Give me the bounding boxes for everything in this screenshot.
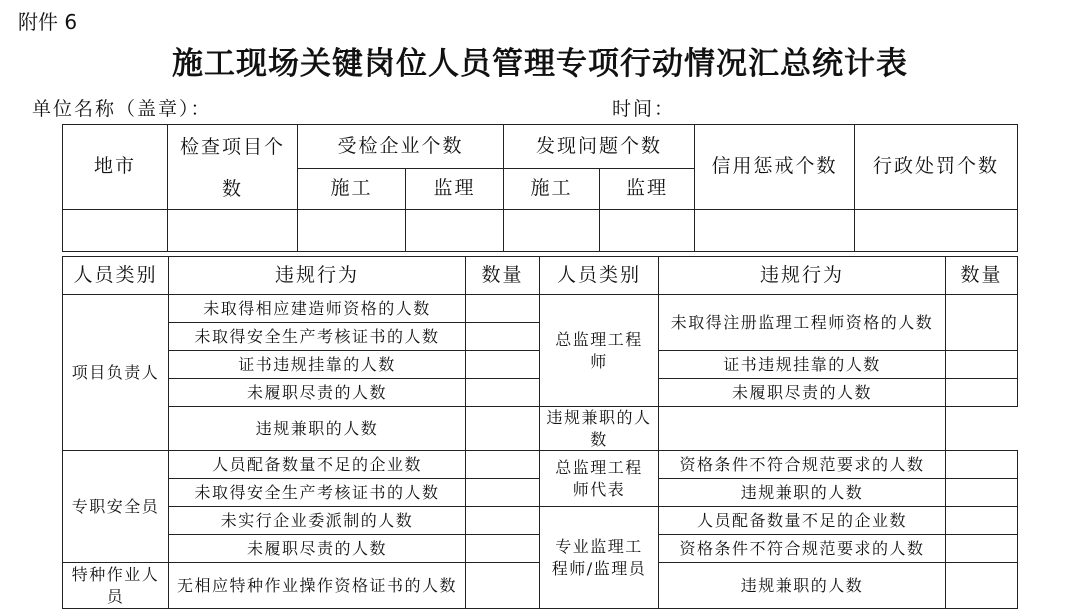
- detail-table: [62, 256, 1018, 609]
- left-violation-row: 未实行企业委派制的人数: [169, 507, 466, 535]
- left-count-cell[interactable]: [466, 451, 540, 479]
- right-count-cell[interactable]: [659, 407, 946, 451]
- right-violation-row: 证书违规挂靠的人数: [659, 351, 946, 379]
- left-violation-row: 未履职尽责的人数: [169, 379, 466, 407]
- left-count-header: 数量: [466, 257, 540, 295]
- inspect-items-cell[interactable]: [168, 210, 298, 252]
- inspected-enterprises-header: 受检企业个数: [298, 125, 504, 169]
- left-count-cell[interactable]: [466, 535, 540, 563]
- chief-supervisor-category: 总监理工程师: [540, 295, 659, 407]
- right-count-cell[interactable]: [946, 379, 1018, 407]
- right-violation-row: 违规兼职的人数: [540, 407, 659, 451]
- enterprise-supervision-header: 监理: [406, 169, 504, 210]
- admin-penalty-cell[interactable]: [855, 210, 1018, 252]
- right-count-header: 数量: [946, 257, 1018, 295]
- right-violation-row: 未履职尽责的人数: [659, 379, 946, 407]
- problem-supervision-cell[interactable]: [600, 210, 695, 252]
- time-label: 时间：: [612, 98, 676, 120]
- right-violation-header: 违规行为: [659, 257, 946, 295]
- right-count-cell[interactable]: [946, 295, 1018, 351]
- right-count-cell[interactable]: [946, 507, 1018, 535]
- right-violation-row: 资格条件不符合规范要求的人数: [659, 451, 946, 479]
- left-violation-row: 未取得安全生产考核证书的人数: [169, 479, 466, 507]
- summary-table: [62, 124, 1018, 252]
- problems-found-header: 发现问题个数: [504, 125, 695, 169]
- enterprise-construction-header: 施工: [298, 169, 406, 210]
- safety-officer-category: 专职安全员: [63, 451, 169, 563]
- unit-name-label: 单位名称（盖章）：: [32, 98, 212, 120]
- left-violation-row: 未取得安全生产考核证书的人数: [169, 323, 466, 351]
- right-category-header: 人员类别: [540, 257, 659, 295]
- credit-penalty-cell[interactable]: [695, 210, 855, 252]
- project-leader-category: 项目负责人: [63, 295, 169, 451]
- inspect-items-header: [168, 125, 298, 210]
- inspect-items-line2: 数: [221, 178, 243, 200]
- left-count-cell[interactable]: [466, 295, 540, 323]
- right-count-cell[interactable]: [946, 563, 1018, 609]
- right-count-cell[interactable]: [946, 351, 1018, 379]
- region-cell[interactable]: [63, 210, 168, 252]
- right-count-cell[interactable]: [946, 479, 1018, 507]
- left-violation-row: 无相应特种作业操作资格证书的人数: [169, 563, 466, 609]
- right-count-cell[interactable]: [946, 451, 1018, 479]
- left-count-cell[interactable]: [466, 507, 540, 535]
- left-violation-header: 违规行为: [169, 257, 466, 295]
- left-count-cell[interactable]: [466, 407, 540, 451]
- problem-construction-cell[interactable]: [504, 210, 600, 252]
- chief-rep-category: 总监理工程师代表: [540, 451, 659, 507]
- left-violation-row: 未履职尽责的人数: [169, 535, 466, 563]
- left-count-cell[interactable]: [466, 351, 540, 379]
- admin-penalty-header: 行政处罚个数: [855, 125, 1018, 210]
- specialist-category: 专业监理工程师/监理员: [540, 507, 659, 609]
- left-violation-row: 人员配备数量不足的企业数: [169, 451, 466, 479]
- left-violation-row: 违规兼职的人数: [169, 407, 466, 451]
- enterprise-supervision-cell[interactable]: [406, 210, 504, 252]
- right-violation-row: 人员配备数量不足的企业数: [659, 507, 946, 535]
- right-violation-row: 未取得注册监理工程师资格的人数: [659, 295, 946, 351]
- enterprise-construction-cell[interactable]: [298, 210, 406, 252]
- left-count-cell[interactable]: [466, 323, 540, 351]
- problem-construction-header: 施工: [504, 169, 600, 210]
- right-count-cell[interactable]: [946, 535, 1018, 563]
- inspect-items-line1: 检查项目个: [179, 136, 285, 158]
- problem-supervision-header: 监理: [600, 169, 695, 210]
- left-count-cell[interactable]: [466, 479, 540, 507]
- right-violation-row: 违规兼职的人数: [659, 479, 946, 507]
- left-count-cell[interactable]: [466, 379, 540, 407]
- special-worker-category: 特种作业人员: [63, 563, 169, 609]
- right-violation-row: 资格条件不符合规范要求的人数: [659, 535, 946, 563]
- attachment-label: 附件 6: [18, 10, 78, 34]
- left-count-cell[interactable]: [466, 563, 540, 609]
- left-category-header: 人员类别: [63, 257, 169, 295]
- region-header: 地市: [63, 125, 168, 210]
- left-violation-row: 未取得相应建造师资格的人数: [169, 295, 466, 323]
- right-violation-row: 违规兼职的人数: [659, 563, 946, 609]
- credit-penalty-header: 信用惩戒个数: [695, 125, 855, 210]
- page-title: 施工现场关键岗位人员管理专项行动情况汇总统计表: [172, 46, 908, 82]
- left-violation-row: 证书违规挂靠的人数: [169, 351, 466, 379]
